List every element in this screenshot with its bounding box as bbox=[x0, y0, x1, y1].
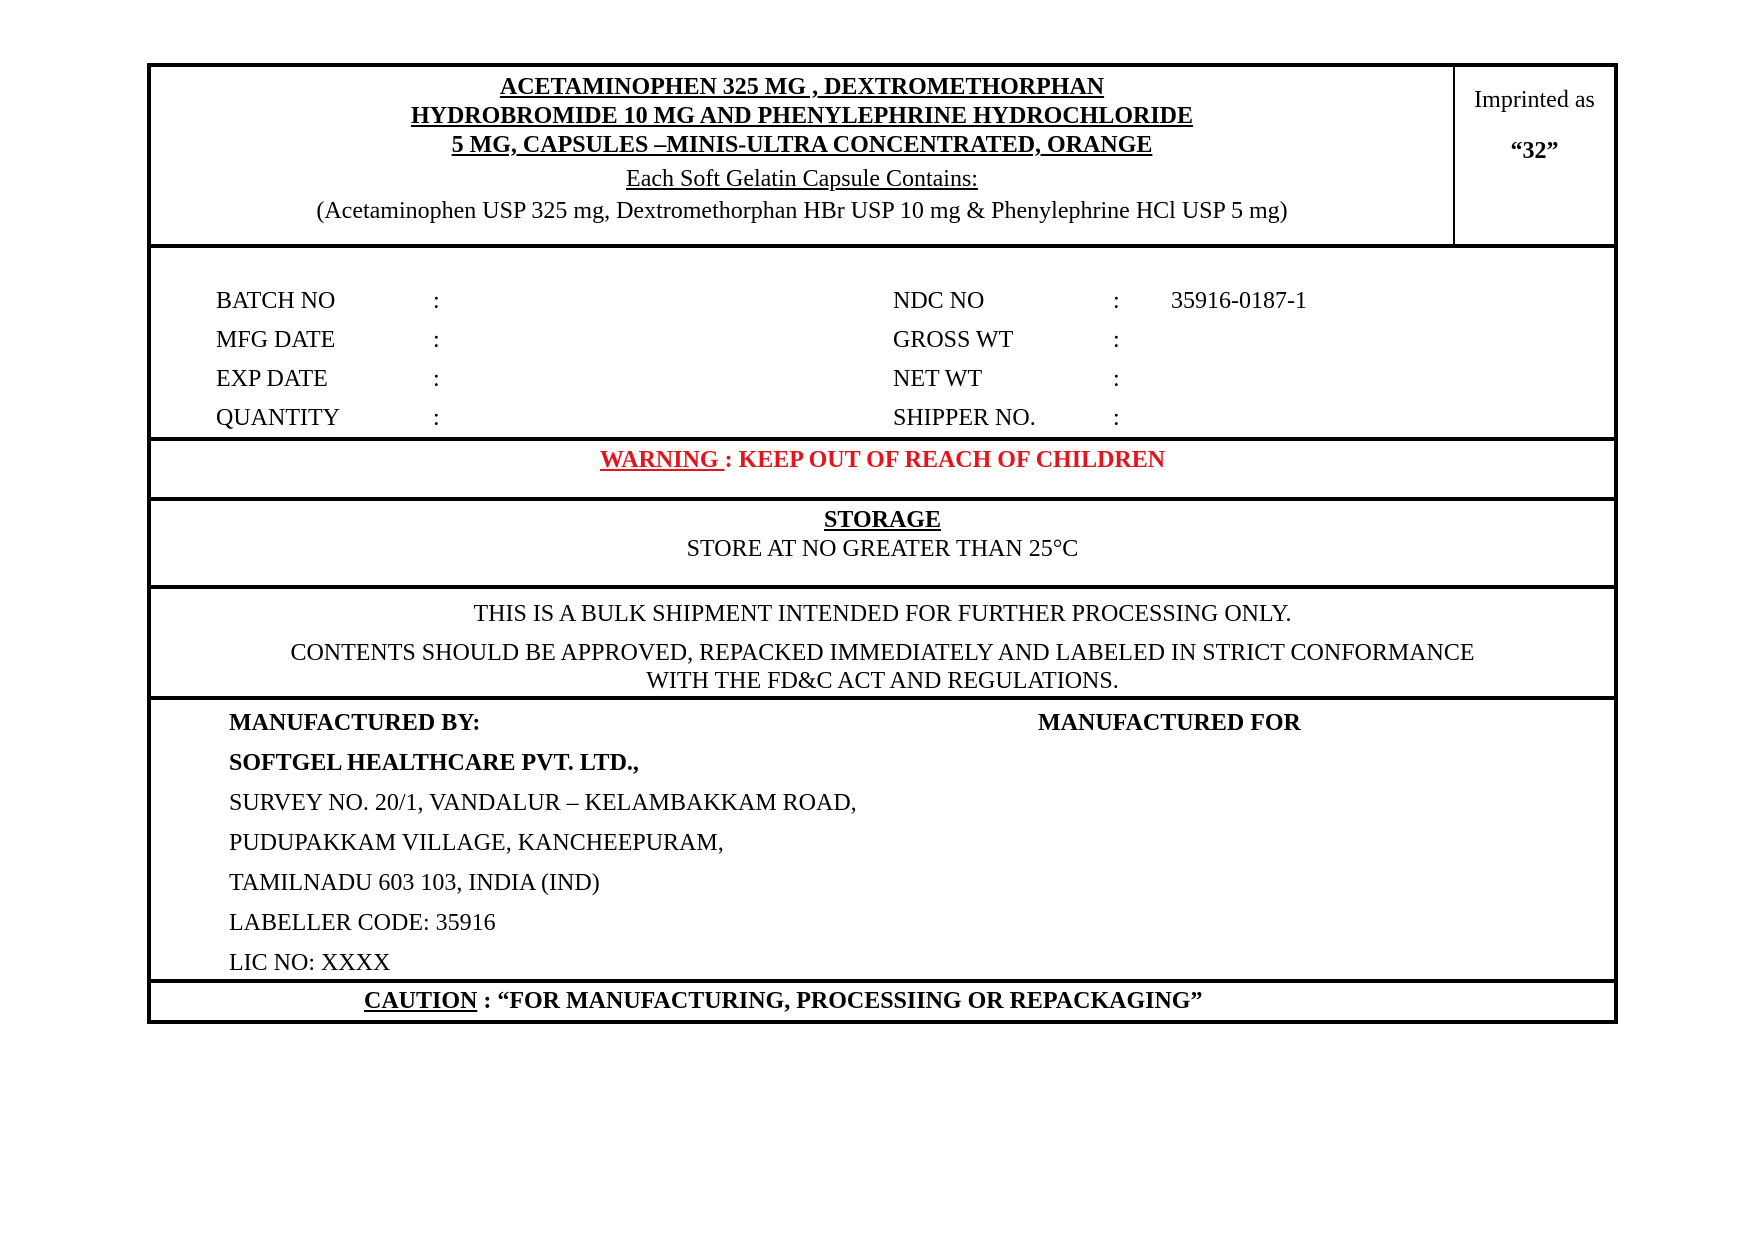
address-line: SURVEY NO. 20/1, VANDALUR – KELAMBAKKAM ROAD, bbox=[229, 790, 857, 816]
field-label: EXP DATE bbox=[216, 366, 328, 392]
field-colon: : bbox=[1113, 327, 1120, 353]
storage-heading: STORAGE bbox=[824, 507, 941, 533]
product-title-line-1: ACETAMINOPHEN 325 MG , DEXTROMETHORPHAN bbox=[499, 74, 1105, 100]
labeller-code: LABELLER CODE: 35916 bbox=[229, 910, 496, 936]
caution-text bbox=[364, 988, 1202, 1015]
bulk-shipment-label bbox=[147, 63, 1618, 1024]
label-header bbox=[151, 67, 1614, 248]
field-colon: : bbox=[1113, 366, 1120, 392]
warning-message: : KEEP OUT OF REACH OF CHILDREN bbox=[724, 447, 1166, 473]
imprint-code: “32” bbox=[1510, 138, 1559, 164]
address-line: TAMILNADU 603 103, INDIA (IND) bbox=[229, 870, 600, 896]
address-line: PUDUPAKKAM VILLAGE, KANCHEEPURAM, bbox=[229, 830, 724, 856]
bulk-shipment-notice bbox=[151, 589, 1614, 700]
field-label: QUANTITY bbox=[216, 405, 340, 431]
bulk-notice-line-1: THIS IS A BULK SHIPMENT INTENDED FOR FURTHER PROCESSING ONLY. bbox=[473, 601, 1292, 627]
warning-prefix: WARNING bbox=[599, 447, 725, 473]
caution-prefix: CAUTION bbox=[364, 988, 478, 1014]
field-colon: : bbox=[433, 327, 440, 353]
bulk-notice-line-2: CONTENTS SHOULD BE APPROVED, REPACKED IMMEDIATELY AND LABELED IN STRICT CONFORMANCE bbox=[290, 640, 1475, 666]
field-colon: : bbox=[433, 288, 440, 314]
field-label: SHIPPER NO. bbox=[893, 405, 1036, 431]
field-label: NET WT bbox=[893, 366, 983, 392]
caution-section bbox=[151, 983, 1614, 1024]
imprint-box bbox=[1455, 67, 1614, 244]
manufactured-by-block bbox=[229, 708, 857, 988]
imprint-label: Imprinted as bbox=[1474, 87, 1595, 113]
license-number: LIC NO: XXXX bbox=[229, 950, 391, 976]
manufacturer-company: SOFTGEL HEALTHCARE PVT. LTD., bbox=[229, 750, 639, 776]
batch-details bbox=[151, 248, 1614, 441]
warning-section bbox=[151, 441, 1614, 501]
field-colon: : bbox=[1113, 405, 1120, 431]
manufacturer-section bbox=[151, 700, 1614, 983]
field-colon: : bbox=[1113, 288, 1120, 314]
product-title-line-2: HYDROBROMIDE 10 MG AND PHENYLEPHRINE HYDROCHLORIDE bbox=[410, 103, 1194, 129]
capsule-contents: (Acetaminophen USP 325 mg, Dextromethorphan HBr USP 10 mg & Phenylephrine HCl USP 5 mg) bbox=[316, 198, 1288, 224]
manufactured-for-heading: MANUFACTURED FOR bbox=[1038, 710, 1301, 736]
warning-text bbox=[151, 447, 1614, 474]
field-label: GROSS WT bbox=[893, 327, 1014, 353]
bulk-notice-line-3: WITH THE FD&C ACT AND REGULATIONS. bbox=[646, 668, 1119, 694]
product-description bbox=[151, 67, 1455, 244]
field-colon: : bbox=[433, 366, 440, 392]
field-label: BATCH NO bbox=[216, 288, 336, 314]
storage-section bbox=[151, 501, 1614, 589]
field-label: MFG DATE bbox=[216, 327, 336, 353]
storage-text: STORE AT NO GREATER THAN 25°C bbox=[686, 536, 1079, 562]
field-colon: : bbox=[433, 405, 440, 431]
product-title-line-3: 5 MG, CAPSULES –MINIS-ULTRA CONCENTRATED, ORANGE bbox=[451, 132, 1153, 158]
ndc-number: 35916-0187-1 bbox=[1171, 288, 1307, 314]
field-label: NDC NO bbox=[893, 288, 985, 314]
caution-message: : “FOR MANUFACTURING, PROCESSIING OR REPACKAGING” bbox=[477, 988, 1203, 1014]
capsule-contents-heading: Each Soft Gelatin Capsule Contains: bbox=[626, 166, 978, 192]
manufactured-by-heading: MANUFACTURED BY: bbox=[229, 710, 481, 736]
